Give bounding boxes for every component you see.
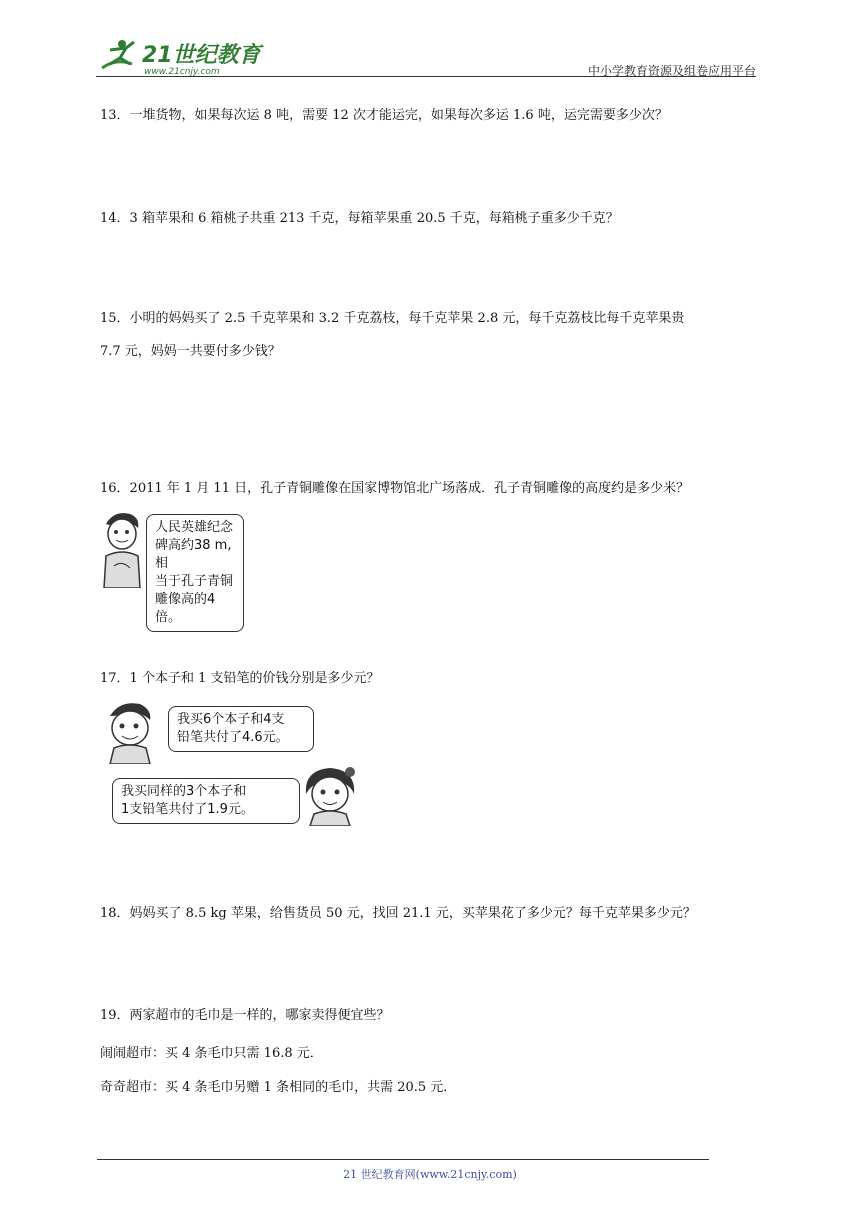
svg-text:21世纪教育: 21世纪教育 bbox=[142, 43, 261, 68]
question-18: 18．妈妈买了 8.5 kg 苹果，给售货员 50 元，找回 21.1 元，买苹果花了多少元？每千克苹果多少元？ bbox=[100, 906, 696, 921]
question-14: 14．3 箱苹果和 6 箱桃子共重 213 千克，每箱苹果重 20.5 千克，每箱桃子重多少千克？ bbox=[100, 211, 619, 226]
platform-title: 中小学教育资源及组卷应用平台 bbox=[587, 64, 756, 78]
footer-text: 21 世纪教育网(www.21cnjy.com) bbox=[343, 1168, 517, 1181]
footer-divider bbox=[97, 1159, 709, 1160]
speech-bubble-monument bbox=[146, 514, 244, 632]
bubble-line: 当于孔子青铜 bbox=[155, 574, 234, 589]
speech-bubble-girl bbox=[112, 778, 300, 824]
boy-illustration bbox=[100, 510, 146, 588]
speech-bubble-boy bbox=[168, 706, 314, 752]
svg-text:www.21cnjy.com: www.21cnjy.com bbox=[144, 67, 220, 77]
site-logo bbox=[96, 38, 266, 78]
header-divider bbox=[96, 76, 756, 77]
runner-logo-icon bbox=[96, 38, 266, 78]
question-19-store-b: 奇奇超市：买 4 条毛巾另赠 1 条相同的毛巾，共需 20.5 元． bbox=[100, 1080, 457, 1095]
question-15-line-2: 7.7 元，妈妈一共要付多少钱？ bbox=[100, 344, 281, 359]
question-17: 17．1 个本子和 1 支铅笔的价钱分别是多少元？ bbox=[100, 671, 380, 686]
boy-illustration-2 bbox=[100, 700, 160, 764]
question-13: 13．一堆货物，如果每次运 8 吨，需要 12 次才能运完，如果每次多运 1.6 吨，运完需要多少次？ bbox=[100, 108, 668, 123]
question-19-store-a: 闹闹超市：买 4 条毛巾只需 16.8 元． bbox=[100, 1046, 323, 1061]
question-16: 16．2011 年 1 月 11 日，孔子青铜雕像在国家博物馆北广场落成．孔子青铜雕像的高度约是多少米？ bbox=[100, 481, 690, 496]
bubble-line: 人民英雄纪念 bbox=[155, 520, 234, 535]
bubble-line: 碑高约38 m,相 bbox=[155, 538, 232, 571]
question-19: 19．两家超市的毛巾是一样的，哪家卖得便宜些？ bbox=[100, 1008, 390, 1023]
girl-illustration bbox=[298, 764, 364, 826]
question-15-line-1: 15．小明的妈妈买了 2.5 千克苹果和 3.2 千克荔枝，每千克苹果 2.8 元，每千克荔枝比每千克苹果贵 bbox=[100, 311, 685, 326]
bubble-line: 我买6个本子和4支 bbox=[177, 712, 285, 727]
bubble-line: 我买同样的3个本子和 bbox=[121, 784, 247, 799]
bubble-line: 1支铅笔共付了1.9元。 bbox=[121, 802, 254, 817]
bubble-line: 雕像高的4倍。 bbox=[155, 592, 216, 625]
bubble-line: 铅笔共付了4.6元。 bbox=[177, 730, 289, 745]
